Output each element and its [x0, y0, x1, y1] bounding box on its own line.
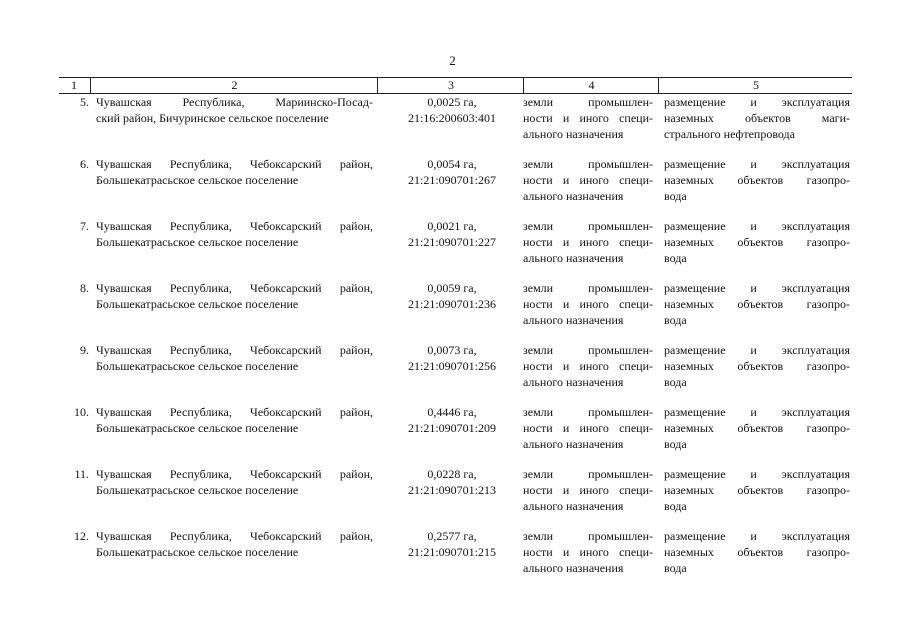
purpose-cell	[664, 94, 850, 142]
location-cell	[96, 156, 373, 188]
purpose-line: размещение и эксплуатация	[664, 343, 850, 357]
header-col-4: 4	[523, 78, 659, 93]
cadastral-number: 21:21:090701:236	[407, 297, 496, 311]
area-value: 0,2577 га,	[427, 529, 477, 543]
purpose-line: вода	[664, 375, 687, 389]
table-row	[59, 218, 852, 278]
header-col-1: 1	[71, 78, 77, 92]
location-line: Чувашская Республика, Чебоксарский район,	[96, 281, 373, 295]
location-line: Чувашская Республика, Мариинско-Посад-	[96, 95, 373, 109]
category-line: ального назначения	[523, 313, 624, 327]
area-value: 0,0021 га,	[427, 219, 477, 233]
category-line: земли промышлен-	[523, 281, 653, 295]
purpose-line: наземных объектов газопро-	[664, 297, 850, 311]
purpose-line: стрального нефтепровода	[664, 127, 795, 141]
purpose-cell	[664, 280, 850, 328]
purpose-cell	[664, 404, 850, 452]
area-value: 0,4446 га,	[427, 405, 477, 419]
location-line: Большекатрасьское сельское поселение	[96, 359, 299, 373]
location-line: Большекатрасьское сельское поселение	[96, 483, 299, 497]
purpose-line: размещение и эксплуатация	[664, 157, 850, 171]
category-line: ального назначения	[523, 437, 624, 451]
category-line: ности и иного специ-	[523, 483, 653, 497]
location-cell	[96, 94, 373, 126]
category-line: ности и иного специ-	[523, 297, 653, 311]
category-line: ности и иного специ-	[523, 421, 653, 435]
location-line: Чувашская Республика, Чебоксарский район,	[96, 157, 373, 171]
row-number: 6.	[80, 157, 89, 171]
purpose-line: вода	[664, 437, 687, 451]
purpose-line: наземных объектов газопро-	[664, 483, 850, 497]
category-line: ности и иного специ-	[523, 359, 653, 373]
location-cell	[96, 280, 373, 312]
purpose-cell	[664, 466, 850, 514]
table-row	[59, 466, 852, 526]
area-cell	[377, 94, 527, 126]
cadastral-number: 21:16:200603:401	[407, 111, 496, 125]
table-row	[59, 94, 852, 154]
purpose-line: размещение и эксплуатация	[664, 95, 850, 109]
cadastral-number: 21:21:090701:256	[407, 359, 496, 373]
category-line: ности и иного специ-	[523, 235, 653, 249]
table-row	[59, 404, 852, 464]
land-category-cell	[523, 528, 653, 576]
land-category-cell	[523, 218, 653, 266]
page-number: 2	[449, 53, 456, 68]
purpose-cell	[664, 342, 850, 390]
area-cell	[377, 466, 527, 498]
area-cell	[377, 528, 527, 560]
category-line: ального назначения	[523, 251, 624, 265]
category-line: земли промышлен-	[523, 219, 653, 233]
purpose-line: размещение и эксплуатация	[664, 467, 850, 481]
category-line: земли промышлен-	[523, 157, 653, 171]
location-line: Чувашская Республика, Чебоксарский район,	[96, 529, 373, 543]
location-line: Большекатрасьское сельское поселение	[96, 297, 299, 311]
header-col-3: 3	[377, 78, 524, 93]
category-line: ности и иного специ-	[523, 111, 653, 125]
purpose-line: наземных объектов газопро-	[664, 545, 850, 559]
category-line: земли промышлен-	[523, 529, 653, 543]
location-line: Большекатрасьское сельское поселение	[96, 421, 299, 435]
table-row	[59, 342, 852, 402]
purpose-cell	[664, 528, 850, 576]
row-number: 10.	[74, 405, 89, 419]
row-number: 9.	[80, 343, 89, 357]
table-row	[59, 528, 852, 588]
area-value: 0,0073 га,	[427, 343, 477, 357]
location-cell	[96, 528, 373, 560]
location-cell	[96, 218, 373, 250]
land-category-cell	[523, 404, 653, 452]
purpose-line: наземных объектов газопро-	[664, 235, 850, 249]
table-header	[59, 77, 852, 94]
location-line: Чувашская Республика, Чебоксарский район,	[96, 405, 373, 419]
location-line: Чувашская Республика, Чебоксарский район,	[96, 467, 373, 481]
location-line: ский район, Бичуринское сельское поселение	[96, 111, 329, 125]
land-category-cell	[523, 156, 653, 204]
purpose-line: вода	[664, 313, 687, 327]
location-cell	[96, 466, 373, 498]
category-line: ности и иного специ-	[523, 173, 653, 187]
category-line: ального назначения	[523, 499, 624, 513]
category-line: ности и иного специ-	[523, 545, 653, 559]
category-line: ального назначения	[523, 127, 624, 141]
category-line: земли промышлен-	[523, 95, 653, 109]
cadastral-number: 21:21:090701:215	[407, 545, 496, 559]
purpose-line: вода	[664, 499, 687, 513]
header-col-5: 5	[658, 78, 853, 93]
purpose-line: наземных объектов газопро-	[664, 359, 850, 373]
purpose-cell	[664, 156, 850, 204]
purpose-line: вода	[664, 251, 687, 265]
location-cell	[96, 342, 373, 374]
category-line: ального назначения	[523, 375, 624, 389]
area-value: 0,0025 га,	[427, 95, 477, 109]
location-cell	[96, 404, 373, 436]
category-line: ального назначения	[523, 561, 624, 575]
table-row	[59, 156, 852, 216]
row-number: 12.	[74, 529, 89, 543]
land-category-cell	[523, 466, 653, 514]
category-line: ального назначения	[523, 189, 624, 203]
purpose-line: наземных объектов газопро-	[664, 173, 850, 187]
area-cell	[377, 404, 527, 436]
purpose-line: размещение и эксплуатация	[664, 281, 850, 295]
row-number: 5.	[80, 95, 89, 109]
purpose-line: размещение и эксплуатация	[664, 405, 850, 419]
area-cell	[377, 156, 527, 188]
area-value: 0,0054 га,	[427, 157, 477, 171]
location-line: Большекатрасьское сельское поселение	[96, 235, 299, 249]
cadastral-number: 21:21:090701:209	[407, 421, 496, 435]
area-value: 0,0228 га,	[427, 467, 477, 481]
cadastral-number: 21:21:090701:213	[407, 483, 496, 497]
category-line: земли промышлен-	[523, 467, 653, 481]
row-number: 11.	[74, 467, 89, 481]
land-category-cell	[523, 342, 653, 390]
land-category-cell	[523, 280, 653, 328]
category-line: земли промышлен-	[523, 405, 653, 419]
area-value: 0,0059 га,	[427, 281, 477, 295]
purpose-line: размещение и эксплуатация	[664, 219, 850, 233]
location-line: Чувашская Республика, Чебоксарский район,	[96, 343, 373, 357]
area-cell	[377, 342, 527, 374]
cadastral-number: 21:21:090701:227	[407, 235, 496, 249]
row-number: 8.	[80, 281, 89, 295]
location-line: Большекатрасьское сельское поселение	[96, 173, 299, 187]
area-cell	[377, 280, 527, 312]
purpose-line: вода	[664, 189, 687, 203]
purpose-line: наземных объектов маги-	[664, 111, 850, 125]
location-line: Чувашская Республика, Чебоксарский район,	[96, 219, 373, 233]
purpose-line: размещение и эксплуатация	[664, 529, 850, 543]
location-line: Большекатрасьское сельское поселение	[96, 545, 299, 559]
row-number: 7.	[80, 219, 89, 233]
category-line: земли промышлен-	[523, 343, 653, 357]
land-category-cell	[523, 94, 653, 142]
table-row	[59, 280, 852, 340]
cadastral-number: 21:21:090701:267	[407, 173, 496, 187]
header-col-2: 2	[90, 78, 378, 93]
purpose-line: вода	[664, 561, 687, 575]
purpose-cell	[664, 218, 850, 266]
area-cell	[377, 218, 527, 250]
purpose-line: наземных объектов газопро-	[664, 421, 850, 435]
